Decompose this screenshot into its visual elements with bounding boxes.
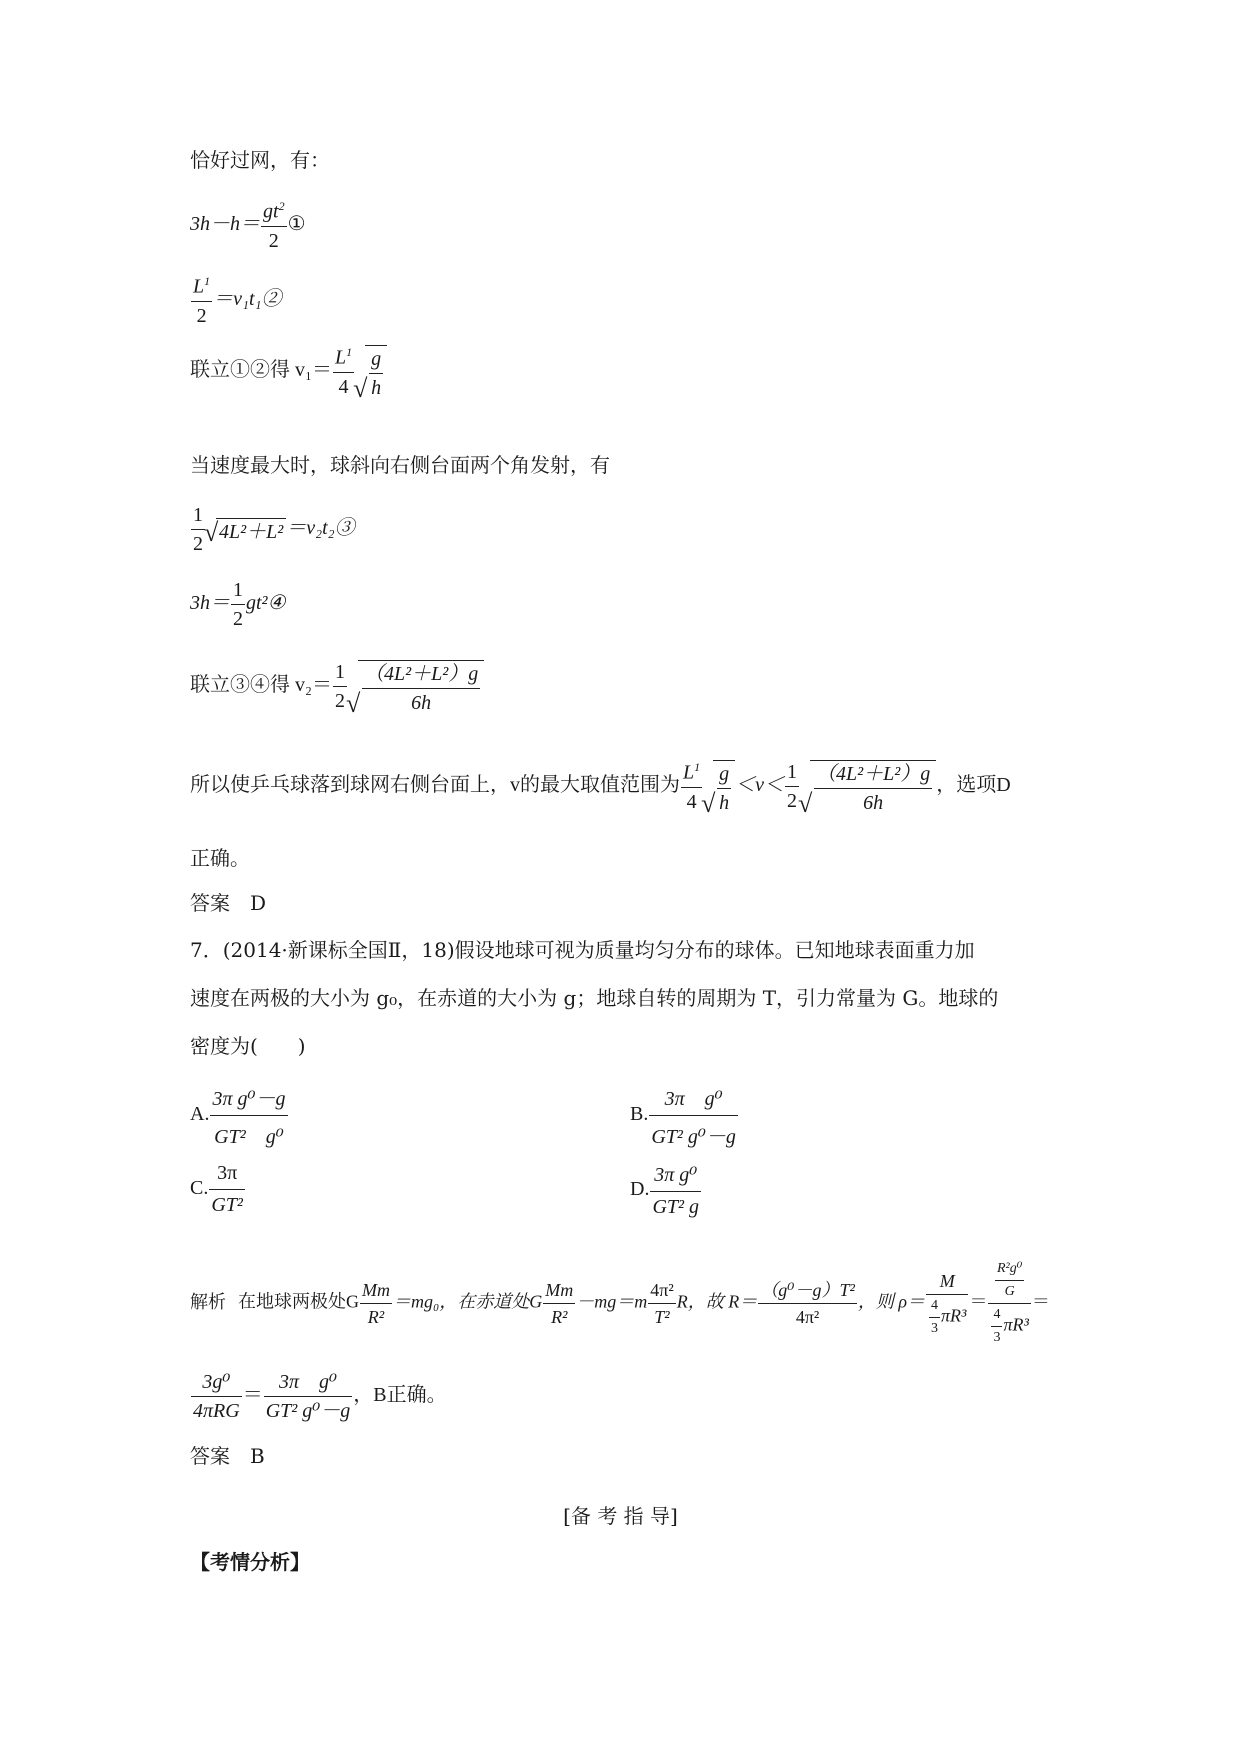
- fraction: [681, 761, 702, 812]
- question-text: 速度在两极的大小为 g₀，在赤道的大小为 g；地球自转的周期为 T，引力常量为 G。地球的: [190, 986, 999, 1010]
- numerator: √ （4L²＋L²）g: [362, 664, 480, 689]
- exponent: 1: [204, 274, 211, 288]
- numerator: gt: [263, 200, 279, 223]
- subsection-heading: 【考情分析】: [190, 1550, 310, 1574]
- denominator: GT² g: [652, 1196, 700, 1218]
- analysis-line: [190, 1372, 447, 1421]
- eq-rhs: ＝v₁t₁②: [213, 287, 282, 310]
- eq-lhs: 3h＝: [190, 592, 230, 615]
- text: R，故 R＝: [676, 1291, 758, 1312]
- option-d: [630, 1162, 702, 1219]
- fraction: [758, 1281, 857, 1326]
- numerator: 3π g⁰－g: [210, 1082, 287, 1116]
- exponent: 2: [278, 199, 285, 213]
- text-line: [190, 150, 330, 170]
- option-b: [630, 1082, 739, 1149]
- fraction: [785, 762, 799, 811]
- equation-2: [190, 275, 281, 326]
- text-line: [190, 848, 250, 868]
- numerator: R²g⁰: [995, 1262, 1024, 1281]
- fraction: [650, 1162, 701, 1219]
- text: 所以使乒乓球落到球网右侧台面上，v的最大取值范围为: [190, 774, 680, 797]
- denominator: R²: [367, 1307, 385, 1327]
- option-label: B.: [630, 1103, 649, 1126]
- text: 正确。: [190, 846, 250, 870]
- text: ＝: [242, 1384, 263, 1407]
- fraction: [191, 505, 205, 554]
- numerator: 3π g⁰: [264, 1372, 353, 1397]
- equation-v1: [190, 345, 387, 398]
- numerator: 4: [929, 1299, 940, 1318]
- eq-rhs: gt²④: [246, 592, 286, 615]
- denominator: πR³: [941, 1305, 967, 1326]
- option-label: D.: [630, 1178, 650, 1201]
- denominator: 6h: [863, 792, 884, 814]
- denominator: GT² g⁰: [214, 1126, 284, 1148]
- subsection-title: [190, 1552, 310, 1572]
- numerator: 3π: [209, 1162, 245, 1190]
- denominator: h: [719, 792, 730, 814]
- text: 恰好过网，有：: [190, 148, 330, 172]
- fraction: [543, 1281, 575, 1326]
- numerator: √ g: [717, 764, 731, 789]
- denominator: GT² g⁰－g: [265, 1400, 351, 1422]
- denominator: GT² g⁰－g: [651, 1126, 736, 1148]
- text: 当速度最大时，球斜向右侧台面两个角发射，有: [190, 453, 610, 477]
- text: －mg＝m: [576, 1291, 648, 1312]
- numerator: 1: [231, 580, 245, 605]
- denominator: GT²: [211, 1194, 243, 1216]
- exponent: 1: [346, 345, 353, 360]
- text: ＝mg₀，在赤道处G: [393, 1291, 543, 1312]
- square-root: [810, 760, 936, 813]
- denominator: 2: [193, 533, 203, 555]
- answer: 答案 B: [190, 1444, 265, 1468]
- numerator: 4π²: [648, 1281, 675, 1304]
- numerator: Mm: [543, 1281, 575, 1304]
- section-heading: [备 考 指 导]: [563, 1504, 678, 1528]
- text: 在地球两极处G: [238, 1291, 359, 1312]
- numerator: √ g: [369, 349, 383, 374]
- text: ，选项D: [936, 774, 1011, 797]
- denominator: h: [371, 377, 382, 399]
- text: ，则 ρ＝: [857, 1291, 926, 1312]
- numerator: （g⁰－g）T²: [758, 1281, 857, 1304]
- equation-4: [190, 580, 285, 629]
- denominator: R²: [551, 1307, 568, 1327]
- text-line: [190, 455, 610, 475]
- eq-lhs: 3h－h＝: [190, 212, 260, 235]
- fraction: [209, 1162, 245, 1217]
- fraction: [333, 346, 354, 397]
- denominator: 6h: [411, 692, 432, 714]
- denominator: 4: [338, 375, 349, 398]
- analysis-label: 解析: [190, 1291, 226, 1312]
- fraction: [648, 1281, 675, 1326]
- numerator: 3π g⁰: [650, 1162, 701, 1192]
- denominator: 3: [931, 1320, 939, 1336]
- denominator: 2: [233, 608, 243, 630]
- numerator: 1: [785, 762, 799, 787]
- option-a: [190, 1082, 289, 1149]
- option-label: A.: [190, 1103, 210, 1126]
- numerator: 3g⁰: [191, 1372, 242, 1397]
- numerator: √ （4L²＋L²）g: [814, 764, 932, 789]
- numerator: L: [683, 761, 695, 784]
- square-root: [365, 345, 387, 398]
- equation-v2: [190, 660, 484, 713]
- denominator: 4πRG: [193, 1400, 240, 1422]
- text: ，B正确。: [353, 1384, 447, 1407]
- answer-line: [190, 893, 266, 913]
- equation-1: [190, 200, 306, 251]
- square-root: √ 4L²＋L²: [216, 518, 286, 542]
- text: 联立①②得 v₁＝: [190, 359, 332, 382]
- denominator: πR³: [1003, 1314, 1029, 1335]
- fraction: [191, 1372, 242, 1421]
- denominator: 2: [268, 229, 279, 252]
- question-line: [190, 1036, 306, 1056]
- eq-tag: ①: [287, 212, 306, 235]
- section-title: [0, 1500, 1241, 1529]
- option-label: C.: [190, 1177, 209, 1200]
- numerator: 4: [991, 1308, 1002, 1327]
- fraction: [333, 662, 347, 711]
- eq-rhs: ＝v₂t₂③: [286, 517, 355, 540]
- denominator: G: [1004, 1284, 1015, 1299]
- text: ＝: [969, 1291, 988, 1312]
- denominator: 4: [686, 790, 697, 813]
- question-line: [190, 940, 975, 960]
- question-text: 7．(2014·新课标全国Ⅱ，18)假设地球可视为质量均匀分布的球体。已知地球表面重力加: [190, 938, 975, 962]
- numerator: 3π g⁰: [649, 1082, 738, 1116]
- fraction: [988, 1262, 1030, 1345]
- option-c: [190, 1162, 246, 1217]
- answer: 答案 D: [190, 891, 267, 915]
- inequality: ＜v＜: [735, 774, 785, 797]
- fraction: [231, 580, 245, 629]
- question-text: 密度为( ): [190, 1034, 306, 1058]
- numerator: L: [193, 275, 205, 298]
- answer-line: [190, 1446, 265, 1466]
- fraction: [649, 1082, 738, 1149]
- equation-3: [190, 505, 355, 554]
- denominator: 4π²: [795, 1307, 820, 1327]
- square-root: [713, 760, 735, 813]
- denominator: 3: [993, 1330, 1001, 1345]
- text: 联立③④得 v₂＝: [190, 674, 332, 697]
- square-root: [358, 660, 484, 713]
- numerator: Mm: [360, 1281, 392, 1304]
- fraction: [360, 1281, 392, 1326]
- fraction: [210, 1082, 287, 1149]
- fraction: [926, 1272, 968, 1336]
- fraction: [191, 275, 212, 326]
- denominator: T²: [654, 1307, 670, 1327]
- numerator: L: [334, 346, 347, 369]
- exponent: 1: [694, 760, 701, 775]
- text: ＝: [1031, 1291, 1050, 1312]
- question-line: [190, 988, 998, 1008]
- numerator: M: [926, 1272, 968, 1295]
- analysis-line: [190, 1262, 1050, 1345]
- fraction: [261, 200, 287, 251]
- range-conclusion: [190, 760, 1011, 813]
- denominator: 2: [196, 304, 207, 327]
- denominator: 2: [787, 790, 798, 812]
- numerator: 1: [333, 662, 347, 687]
- denominator: 2: [334, 690, 345, 712]
- numerator: 1: [191, 505, 205, 530]
- fraction: [264, 1372, 353, 1421]
